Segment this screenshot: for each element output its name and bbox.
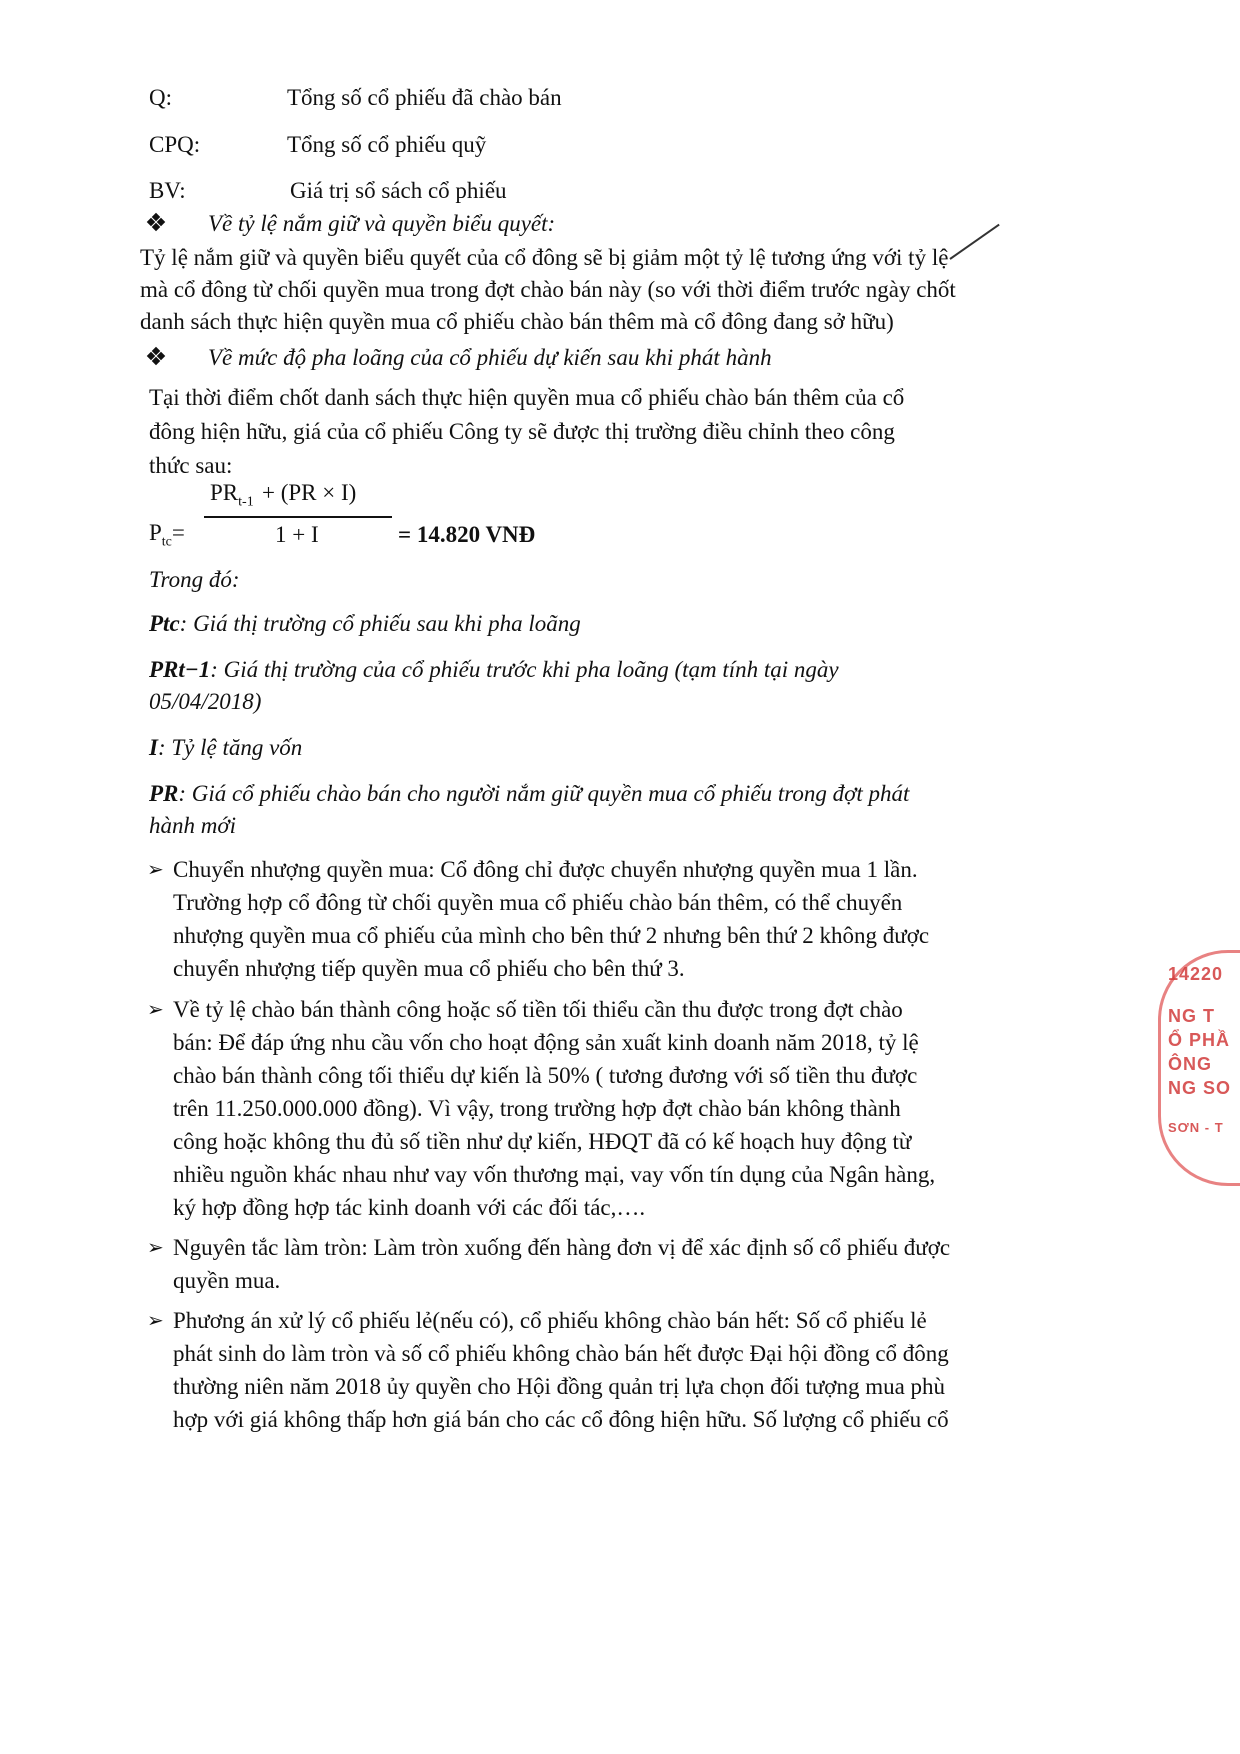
- bullet-line: bán: Để đáp ứng nhu cầu vốn cho hoạt động sản xuất kinh doanh năm 2018, tỷ lệ: [173, 1030, 919, 1055]
- formula-lhs-sub: tc: [161, 534, 172, 550]
- where-item: [149, 780, 909, 808]
- voting-line: Tỷ lệ nắm giữ và quyền biểu quyết của cổ đông sẽ bị giảm một tỷ lệ tương ứng với tỷ lệ: [140, 245, 949, 270]
- bullet-line: công hoặc không thu đủ số tiền như dự kiến, HĐQT đã có kế hoạch huy động từ: [173, 1129, 912, 1154]
- stamp-text: SƠN - T: [1168, 1120, 1224, 1135]
- arrow-bullet-icon: ➢: [147, 1237, 164, 1259]
- bullet-line: trên 11.250.000.000 đồng). Vì vậy, trong trường hợp đợt chào bán không thành: [173, 1096, 901, 1121]
- formula-eq: =: [171, 520, 185, 545]
- bullet-line: thường niên năm 2018 ủy quyền cho Hội đồng quản trị lựa chọn đối tượng mua phù: [173, 1374, 946, 1399]
- bullet-line: Chuyển nhượng quyền mua: Cổ đông chỉ được chuyển nhượng quyền mua 1 lần.: [173, 857, 918, 882]
- voting-line: mà cổ đông từ chối quyền mua trong đợt chào bán này (so với thời điểm trước ngày chốt: [140, 277, 956, 302]
- formula-num-a: PR: [210, 480, 239, 505]
- bullet-line: ký hợp đồng hợp tác kinh doanh với các đối tác,….: [173, 1195, 646, 1220]
- dilution-line: thức sau:: [149, 453, 233, 478]
- def-desc: Tổng số cổ phiếu quỹ: [287, 132, 487, 157]
- arrow-bullet-icon: ➢: [147, 859, 164, 881]
- where-key: PRt−1: [149, 657, 211, 682]
- stamp-text: ÔNG: [1168, 1054, 1213, 1074]
- stamp-text: Ổ PHẦ: [1168, 1030, 1231, 1050]
- bullet-line: Trường hợp cổ đông từ chối quyền mua cổ phiếu chào bán thêm, có thể chuyển: [173, 890, 903, 915]
- bullet-line: nhiều nguồn khác nhau như vay vốn thương mại, vay vốn tín dụng của Ngân hàng,: [173, 1162, 936, 1187]
- stamp-text: NG SO: [1168, 1078, 1232, 1098]
- def-term: CPQ:: [149, 132, 201, 157]
- bullet-line: hợp với giá không thấp hơn giá bán cho các cổ đông hiện hữu. Số lượng cổ phiếu cổ: [173, 1407, 949, 1432]
- formula-num-a-sub: t-1: [238, 494, 254, 510]
- where-text: : Giá thị trường của cổ phiếu trước khi pha loãng (tạm tính tại ngày: [210, 657, 839, 682]
- def-term: BV:: [149, 178, 186, 203]
- bullet-line: Phương án xử lý cổ phiếu lẻ(nếu có), cổ phiếu không chào bán hết: Số cổ phiếu lẻ: [173, 1308, 927, 1333]
- where-item: [149, 656, 839, 684]
- where-label: Trong đó:: [149, 567, 240, 592]
- company-seal-stamp: [1158, 950, 1240, 1180]
- voting-line: danh sách thực hiện quyền mua cổ phiếu chào bán thêm mà cổ đông đang sở hữu): [140, 309, 894, 334]
- bullet-line: chuyển nhượng tiếp quyền mua cổ phiếu cho bên thứ 3.: [173, 956, 685, 981]
- bullet-line: phát sinh do làm tròn và số cổ phiếu không chào bán hết được Đại hội đồng cổ đông: [173, 1341, 949, 1366]
- fraction-bar: [204, 516, 392, 518]
- bullet-line: quyền mua.: [173, 1268, 281, 1293]
- bullet-line: Về tỷ lệ chào bán thành công hoặc số tiền tối thiểu cần thu được trong đợt chào: [173, 997, 903, 1022]
- diamond-bullet-icon: [148, 214, 164, 230]
- where-key: I: [149, 735, 158, 760]
- stamp-text: 14220: [1168, 964, 1224, 984]
- where-key: PR: [149, 781, 179, 806]
- bullet-line: nhượng quyền mua cổ phiếu của mình cho bên thứ 2 nhưng bên thứ 2 không được: [173, 923, 930, 948]
- dilution-line: Tại thời điểm chốt danh sách thực hiện quyền mua cổ phiếu chào bán thêm của cổ: [149, 385, 905, 410]
- dilution-line: đông hiện hữu, giá của cổ phiếu Công ty sẽ được thị trường điều chỉnh theo công: [149, 419, 895, 444]
- formula-num-b: + (PR × I): [262, 480, 357, 505]
- formula-lhs: P: [149, 520, 162, 545]
- where-item: [149, 734, 302, 762]
- def-desc: Giá trị sổ sách cổ phiếu: [290, 178, 507, 203]
- bullet-line: Nguyên tắc làm tròn: Làm tròn xuống đến hàng đơn vị để xác định số cổ phiếu được: [173, 1235, 951, 1260]
- formula-den: 1 + I: [275, 522, 319, 547]
- where-text: : Tỷ lệ tăng vốn: [157, 735, 303, 760]
- def-term: Q:: [149, 85, 172, 110]
- where-item: [149, 610, 581, 638]
- stamp-text: NG T: [1168, 1006, 1215, 1026]
- section-heading-voting: Về tỷ lệ nắm giữ và quyền biểu quyết:: [208, 211, 556, 236]
- bullet-line: chào bán thành công tối thiểu dự kiến là 50% ( tương đương với số tiền thu được: [173, 1063, 918, 1088]
- where-key: Ptc: [149, 611, 180, 636]
- pen-mark: [949, 224, 999, 260]
- where-text-cont: hành mới: [149, 813, 237, 838]
- where-text-cont: 05/04/2018): [149, 689, 262, 714]
- def-desc: Tổng số cổ phiếu đã chào bán: [287, 85, 562, 110]
- arrow-bullet-icon: ➢: [147, 999, 164, 1021]
- section-heading-dilution: Về mức độ pha loãng của cổ phiếu dự kiến sau khi phát hành: [208, 345, 772, 370]
- where-text: : Giá cổ phiếu chào bán cho người nắm giữ quyền mua cổ phiếu trong đợt phát: [178, 781, 910, 806]
- formula-result: = 14.820 VNĐ: [398, 522, 536, 547]
- where-text: : Giá thị trường cổ phiếu sau khi pha loãng: [179, 611, 581, 636]
- arrow-bullet-icon: ➢: [147, 1310, 164, 1332]
- diamond-bullet-icon: [148, 348, 164, 364]
